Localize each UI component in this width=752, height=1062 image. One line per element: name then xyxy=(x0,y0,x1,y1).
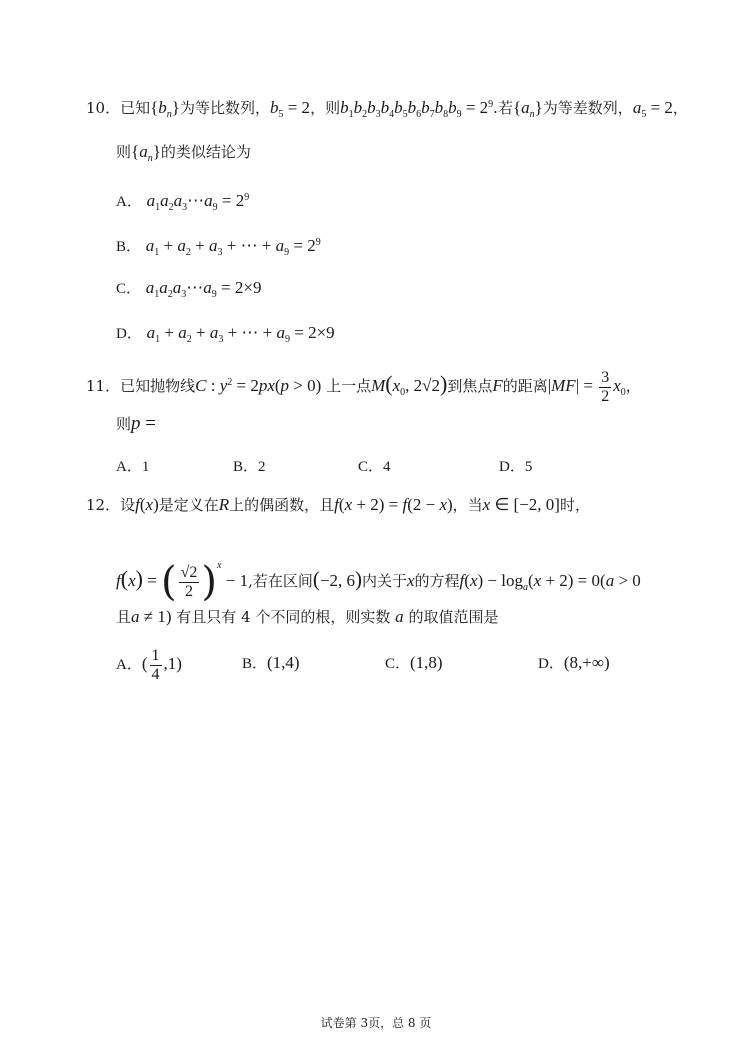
q11-option-c[interactable]: C．4 xyxy=(358,459,391,475)
q10-stem-line2: 则$\{a_n\}$的类似结论为 xyxy=(116,142,251,164)
q10-number: 10． xyxy=(86,99,121,117)
page-footer: 试卷第 3页，总 8 页 xyxy=(320,1016,432,1030)
q12-stem-line1: 12．设f(x)是定义在R上的偶函数，且f(x + 2) = f(2 − x)，当x ∈ [−2, 0]时， xyxy=(86,495,590,514)
q11-stem-line2: 则p = xyxy=(116,413,156,434)
q12-option-d[interactable]: D．(8,+∞) xyxy=(538,653,610,672)
q10-option-b[interactable]: B． $a_1 + a_2 + a_3$ + ⋯ + $a_9 = 2^9$ xyxy=(116,236,321,258)
q11-option-a[interactable]: A．1 xyxy=(116,459,150,475)
q11-stem-line1: 11．已知抛物线C : $y^2 = 2px(p > 0)$ 上一点$M(x_0$, 2√2)到焦点F的距离|MF| = $\frac{3}{2}$ $x_0$， xyxy=(86,368,641,405)
q11-option-d[interactable]: D．5 xyxy=(499,459,533,475)
q12-option-a[interactable]: A．( $\frac{1}{4}$ ,1) xyxy=(116,646,182,683)
q10-option-d[interactable]: D． $a_1 + a_2 + a_3$ + ⋯ + $a_9 = 2\times 9$ xyxy=(116,323,335,345)
q10-option-c[interactable]: C． $a_1a_2a_3\cdots a_9 = 2\times 9$ xyxy=(116,278,262,300)
q12-option-b[interactable]: B．(1,4) xyxy=(242,653,300,672)
q12-option-c[interactable]: C．(1,8) xyxy=(385,653,443,672)
q11-option-b[interactable]: B．2 xyxy=(233,459,266,475)
q11-number: 11． xyxy=(86,377,121,395)
q12-stem-line3: 且a ≠ 1) 有且只有 4 个不同的根，则实数 a 的取值范围是 xyxy=(116,607,499,626)
q12-number: 12． xyxy=(86,496,121,514)
q12-stem-line2: f(x) = ( $\frac{√2}{2}$ )$^x$ − 1,若在区间(−2, 6)内关于x的方程$f(x) - \log_a(x + 2) = 0(a > 0$ xyxy=(116,559,641,605)
q10-stem-line1: 10．已知$\{b_n\}$为等比数列，$b_5 = 2$，则$b_1b_2b_3b_4b_5b_6b_7b_8b_9 = 2^9$.若$\{a_n\}$为等差数列，$a_5 = 2$， xyxy=(86,98,688,120)
q10-option-a[interactable]: A． $a_1a_2a_3\cdots a_9 = 2^9$ xyxy=(116,191,250,213)
